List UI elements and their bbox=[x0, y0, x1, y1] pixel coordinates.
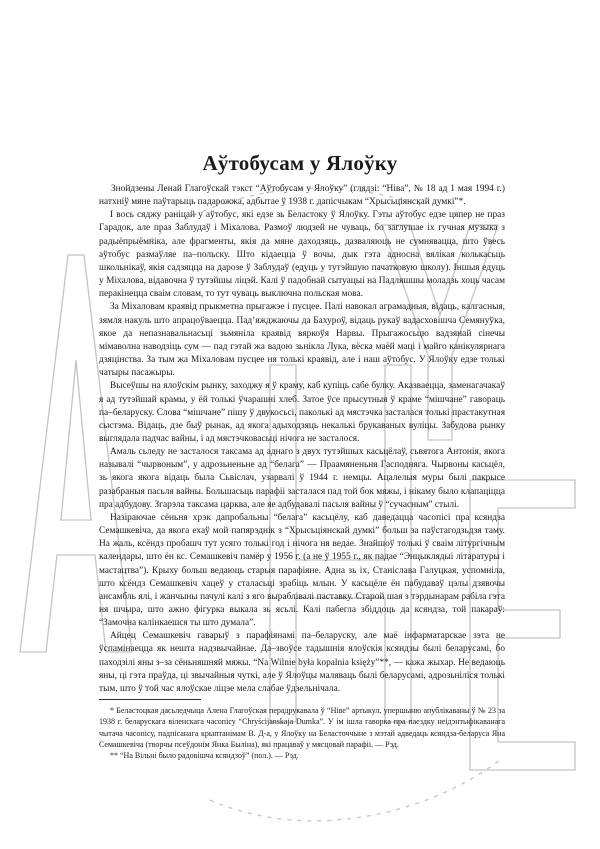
watermark-arc bbox=[210, 760, 500, 821]
paragraph: Высеўшы на ялоўскім рынку, заходжу я ў краму, каб купіць сабе булку. Аказваецца, заменагачакаў я ад тутэйшай крамы, у ёй толькі ўчарашні хлеб. Затое ўсе прысутныя ў краме “мішчане” гавораць па–беларуску. Слова “мішчане” пішу ў двукосьсі, паколькі ад мястэчка засталася толькі прастакутная сыстэма. Відаць, дзе быў рынак, ад якога адыходзяць некалькі брукаваных вуліцы. Забудова рынку выглядала падчас вайны, і ад мястэчковасьці нічога не засталося. bbox=[99, 381, 505, 444]
paragraph: Знойдзены Ленай Глагоўскай тэкст “Аўтобусам у Ялоўку” (глядзі: “Ніва”, № 18 ад 1 мая 1994 г.) натхніў мяне паўтарыць падарожжа, адбытае ў 1938 г. дапісчыкам “Хрысьціянскай думкі”*. bbox=[99, 184, 505, 208]
paragraph: За Міхаловам краявід прыкметна прыгажэе і пусцее. Палі навокал аграмадныя, відаць, калгасныя, зямля накуль што апрацоўваецца. Пад’яжджаючы да Бахуроў, відаць рукаў вадасховішча Семянуўка, якое да непазнавальнасьці зьмяніла краявід вяркоўя Нарвы. Прыгажосьцю вадзянай сінечы мімаволна наводзіць сум — пад гэтай жа вадою зьнікла Лука, вёска маёй маці і майго канікулярнага дзяцінства. За тым жа Міхаловам пусцее ня толькі краявід, але і наш аўтобус. У Ялоўку едзе толькі чатыры пасажыры. bbox=[99, 302, 505, 379]
footnote: * Беластоцкая дасьледчыца Алена Глагоўская перадрукавала ў “Ніве” артыкул, упершыню апублікаваны ў № 23 за 1938 г. беларускага віленскага часопісу “Chryścijanskaja Dumka”. У ім ішла гаворка пра паездку неідэнтыфікаванага чытача часопісу, падпісанага крыптанімам В. Д-а, у Ялоўку на Беласточчыне з мэтай адведаць ксяндза-беларуса Яна Семашкевіча (творчы псеўдонім Янка Быліна), які працаваў у мясцовай парафіі. — Рэд. bbox=[99, 706, 505, 749]
paragraph: Амаль сьледу не засталося таксама ад аднаго з двух тутэйшых касьцёлаў, сьвятога Антонія, якога называлі “чырвоным”, у адрозьненьне ад “белага” — Праамяненьня Гасподняга. Чырвоны касьцёл, зь якога якога відаць была Сьвіслач, узарвалі ў 1944 г. немцы. Ацалелыя муры былі пакрысе разабраныя пасьля вайны. Большасьць парафіі засталася пад той бок мяжы, і нікаму было клапаціцца пра адбудову. Згарэла таксама царква, але яе адбудавалі пасьля вайны ў “сучасным” стылі. bbox=[99, 447, 505, 510]
article-body bbox=[99, 183, 505, 761]
footnote-divider bbox=[99, 699, 201, 700]
paragraph: І вось сяджу раніцай у аўтобус, які едзе зь Беластоку ў Ялоўку. Гэты аўтобус едзе цяпер не праз Гарадок, але праз Заблудаў і Міхалова. Размоў людзей не чуваць, бо заглушае іх гучная музыка з радыёпрыёмніка, але фрагменты, якія да мяне даходзяць, дазваляюць не сумнявацца, што ўвесь аўтобус размаўляе па–польску. Што кідаецца ў вочы, дык гэта адносна вялікая колькасьць школьнікаў, якія садзяцца на дарозе ў Заблудаў (едуць у тутэйшую пачатковую школу). Іншыя едуць у Міхалова, відавочна ў тутэйшы ліцэй. Калі ў падобнай сытуацыі на Падляшшы моладзь хоць часам перакінецца сваім словам, то тут чуваць выключна польская мова. bbox=[99, 210, 505, 300]
footnote: ** “На Вільні было радовішча ксяндзоў” (пол.). — Рэд. bbox=[110, 750, 299, 760]
article-title: Аўтобусам у Ялоўку bbox=[202, 151, 398, 175]
paragraph: Назіраючае сёньня хрэк дапробальны “белага” касьцёлу, каб даведацца часопісі пра ксяндза Семашкевіча, да якога ехаў мой папярэднік з “Хрысьціянскай думкі” больш за паўстагодзьдзя таму. На жаль, ксёндз пробашч тут усяго толькі год і нічога ня ведае. Знайшоў толькі ў сваім літургічным календары, што ён кс. Семашкевіч памёр у 1956 г. (а не ў 1955 г., як падае “Энцыклядыі літаратуры і мастацтва”). Крыху больш ведаюць старыя парафіяне. Адна зь іх, Станіслава Галуцкая, успомніла, што ксёндз Семашкевіч хацеў у сталасьці зрабіць млын. У касьцёле ён пабудаваў цэлы дзявочы ансамбль ялі, і жанчыны пачулі калі з яго выраблівалі паставку. Старой шая з тэрдынарам рабіла гэта ня шчыра, што ажно фігурка выкала зь ясьлі. Калі пабегла збіддоць да ксяндза, той пакараў: “Замочна калінкаешся ты што думала”. bbox=[99, 512, 505, 629]
paragraph: Айцец Семашкевіч гаварыў з парафіянамі па–беларуску, але маё інфарматарскае зэта не ўспамінаецца як нешта надзвычайнае. Да–звоўсе тадышнія ялоўскія ксяндзы былі беларусамі, бо паходзілі яны з–за сёньняшняй мяжы. “Na Wilnie była kopalnia księży”**, — кажа жыхар. Не ведаюць яны, ці гэта праўда, ці звычайныя чуткі, але ў Ялоўцы маляваць былі беларусамі, адрозьніліся толькі тым, што ў той час ялоўскае ліцэе мела слабае ўдзельнічала. bbox=[99, 631, 505, 694]
footnotes bbox=[99, 705, 505, 761]
